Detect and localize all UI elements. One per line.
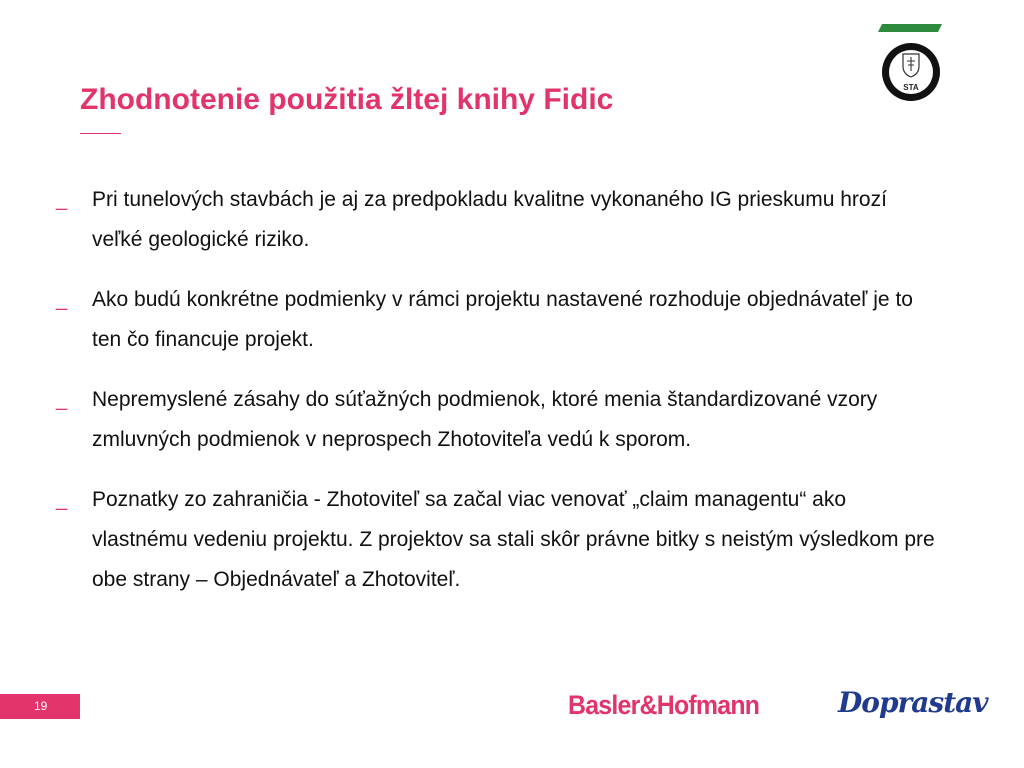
basler-hofmann-logo: Basler&Hofmann	[568, 690, 760, 720]
list-item	[56, 480, 936, 600]
list-item	[56, 280, 936, 360]
title-underline	[80, 133, 121, 134]
bullet-text: Nepremyslené zásahy do súťažných podmienok, ktoré menia štandardizované vzory zmluvných podmienok v neprospech Zhotoviteľa vedú k sporom.	[92, 388, 878, 451]
bullet-marker: _	[56, 489, 68, 511]
list-item	[56, 180, 936, 260]
doprastav-logo: Doprastav	[838, 686, 988, 719]
bullet-text: Poznatky zo zahraničia - Zhotoviteľ sa začal viac venovať „claim managentu“ ako vlastnému vedeniu projektu. Z projektov sa stali skôr právne bitky s neistým výsledkom pre obe strany – Objednávateľ a Zhotoviteľ.	[92, 488, 935, 591]
bullet-text: Pri tunelových stavbách je aj za predpokladu kvalitne vykonaného IG prieskumu hrozí veľké geologické riziko.	[92, 188, 887, 251]
bullet-marker: _	[56, 189, 68, 211]
page-number-badge	[0, 694, 80, 719]
bullet-marker: _	[56, 289, 68, 311]
sta-logo-text: STA	[903, 83, 919, 92]
bullet-text: Ako budú konkrétne podmienky v rámci projektu nastavené rozhoduje objednávateľ je to ten čo financuje projekt.	[92, 288, 913, 351]
page-number: 19	[34, 699, 48, 713]
page-title: Zhodnotenie použitia žltej knihy Fidic	[80, 83, 614, 116]
bullet-list	[56, 180, 936, 620]
list-item	[56, 380, 936, 460]
bullet-marker: _	[56, 389, 68, 411]
sta-logo	[876, 22, 946, 104]
